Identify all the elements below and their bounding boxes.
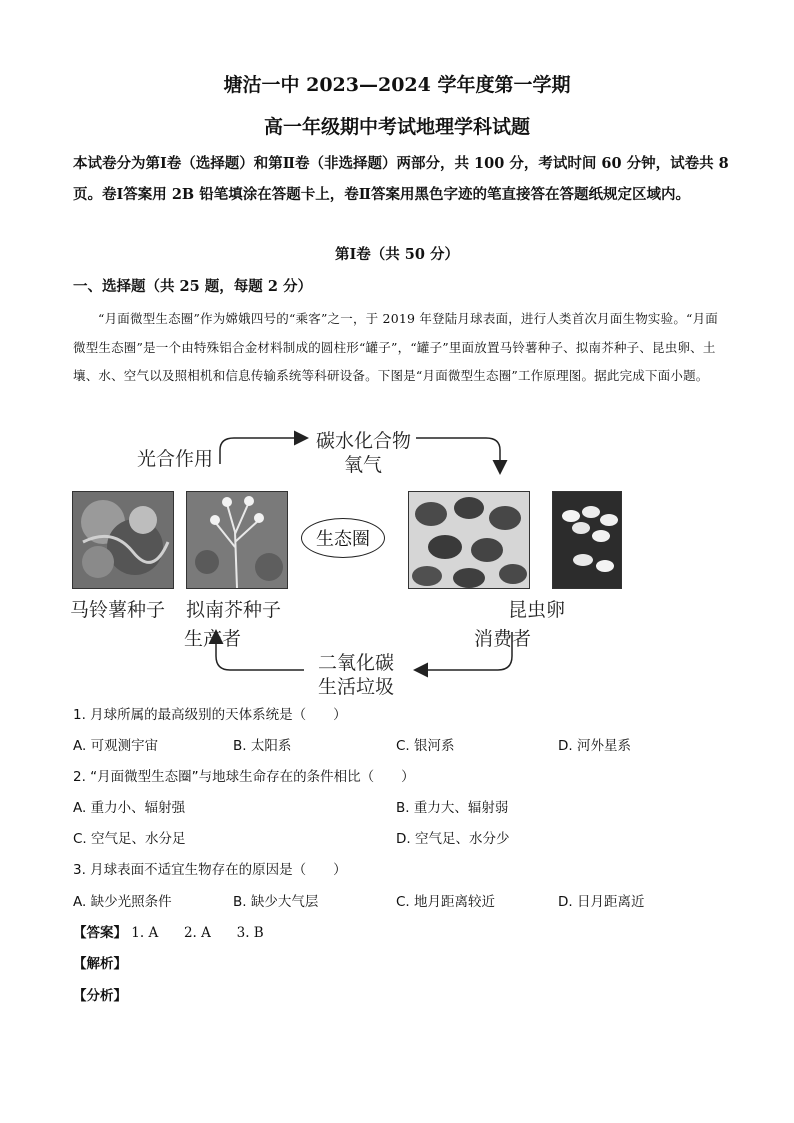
label-garbage: 生活垃圾 xyxy=(318,676,395,698)
arrow-photosynthesis xyxy=(220,438,306,464)
question-2-option-d: D. 空气足、水分少 xyxy=(396,831,510,847)
potato-seed-photo xyxy=(72,491,174,589)
question-3-stem: 3. 月球表面不适宜生物存在的原因是（ ） xyxy=(73,862,347,878)
fenxi-tag: 【分析】 xyxy=(73,988,127,1004)
label-carbohydrate: 碳水化合物 xyxy=(316,430,412,452)
question-3-option-a: A. 缺少光照条件 xyxy=(73,894,172,910)
label-photosynthesis: 光合作用 xyxy=(137,448,214,470)
exam-title-line1: 塘沽一中 2023—2024 学年度第一学期 xyxy=(223,74,571,96)
question-2-option-c: C. 空气足、水分足 xyxy=(73,831,186,847)
answer-tag: 【答案】 xyxy=(73,925,127,941)
ecosphere-diagram xyxy=(68,420,628,700)
section-heading: 一、选择题（共 25 题，每题 2 分） xyxy=(73,278,312,295)
label-insect-egg: 昆虫卵 xyxy=(508,599,566,621)
analysis-tag: 【解析】 xyxy=(73,956,127,972)
question-1-option-c: C. 银河系 xyxy=(396,738,455,754)
label-oxygen: 氧气 xyxy=(344,454,383,476)
label-producer: 生产者 xyxy=(184,628,242,650)
question-1-option-d: D. 河外星系 xyxy=(558,738,631,754)
answer-item-1: 1. A xyxy=(131,925,159,941)
arrow-to-consumer xyxy=(416,438,500,472)
reading-passage: “月面微型生态圈”作为嫦娥四号的“乘客”之一，于 2019 年登陆月球表面，进行人类首次月面生物实验。“月面微型生态圈”是一个由特殊铝合金材料制成的圆柱形“罐子”，“罐子”里面放置马铃薯种子、拟南芥种子、昆虫卵、土壤、水、空气以及照相机和信息传输系统等科研设备。下图是“月面微型生态圈”工作原理图。据此完成下面小题。 xyxy=(73,311,719,383)
label-potato-seed: 马铃薯种子 xyxy=(70,599,166,621)
answer-line xyxy=(73,921,264,941)
label-consumer: 消费者 xyxy=(474,628,532,650)
insect-egg-photo xyxy=(408,491,530,589)
question-3-option-d: D. 日月距离近 xyxy=(558,894,645,910)
ecosphere-oval xyxy=(301,518,385,558)
exam-instructions: 本试卷分为第Ⅰ卷（选择题）和第Ⅱ卷（非选择题）两部分，共 100 分，考试时间 60 分钟，试卷共 8 页。卷Ⅰ答案用 2B 铅笔填涂在答题卡上，卷Ⅱ答案用黑色字迹的笔直接答在答题纸规定区域内。 xyxy=(73,155,729,203)
arabidopsis-seed-photo xyxy=(186,491,288,589)
question-1-option-a: A. 可观测宇宙 xyxy=(73,738,159,754)
label-co2: 二氧化碳 xyxy=(318,652,395,674)
answer-item-2: 2. A xyxy=(183,925,211,941)
consumer-egg-photo xyxy=(552,491,622,589)
answer-item-3: 3. B xyxy=(236,925,264,941)
label-arabidopsis-seed: 拟南芥种子 xyxy=(186,599,282,621)
question-2-option-a: A. 重力小、辐射强 xyxy=(73,800,186,816)
question-2-stem: 2. “月面微型生态圈”与地球生命存在的条件相比（ ） xyxy=(73,769,415,785)
question-2-option-b: B. 重力大、辐射弱 xyxy=(396,800,509,816)
exam-title-line2: 高一年级期中考试地理学科试题 xyxy=(263,116,530,138)
question-1-stem: 1. 月球所属的最高级别的天体系统是（ ） xyxy=(73,707,347,723)
label-ecosphere: 生态圈 xyxy=(316,529,370,550)
question-1-option-b: B. 太阳系 xyxy=(233,738,292,754)
question-3-option-b: B. 缺少大气层 xyxy=(233,894,319,910)
volume-heading: 第Ⅰ卷（共 50 分） xyxy=(334,246,460,263)
question-3-option-c: C. 地月距离较近 xyxy=(396,894,496,910)
